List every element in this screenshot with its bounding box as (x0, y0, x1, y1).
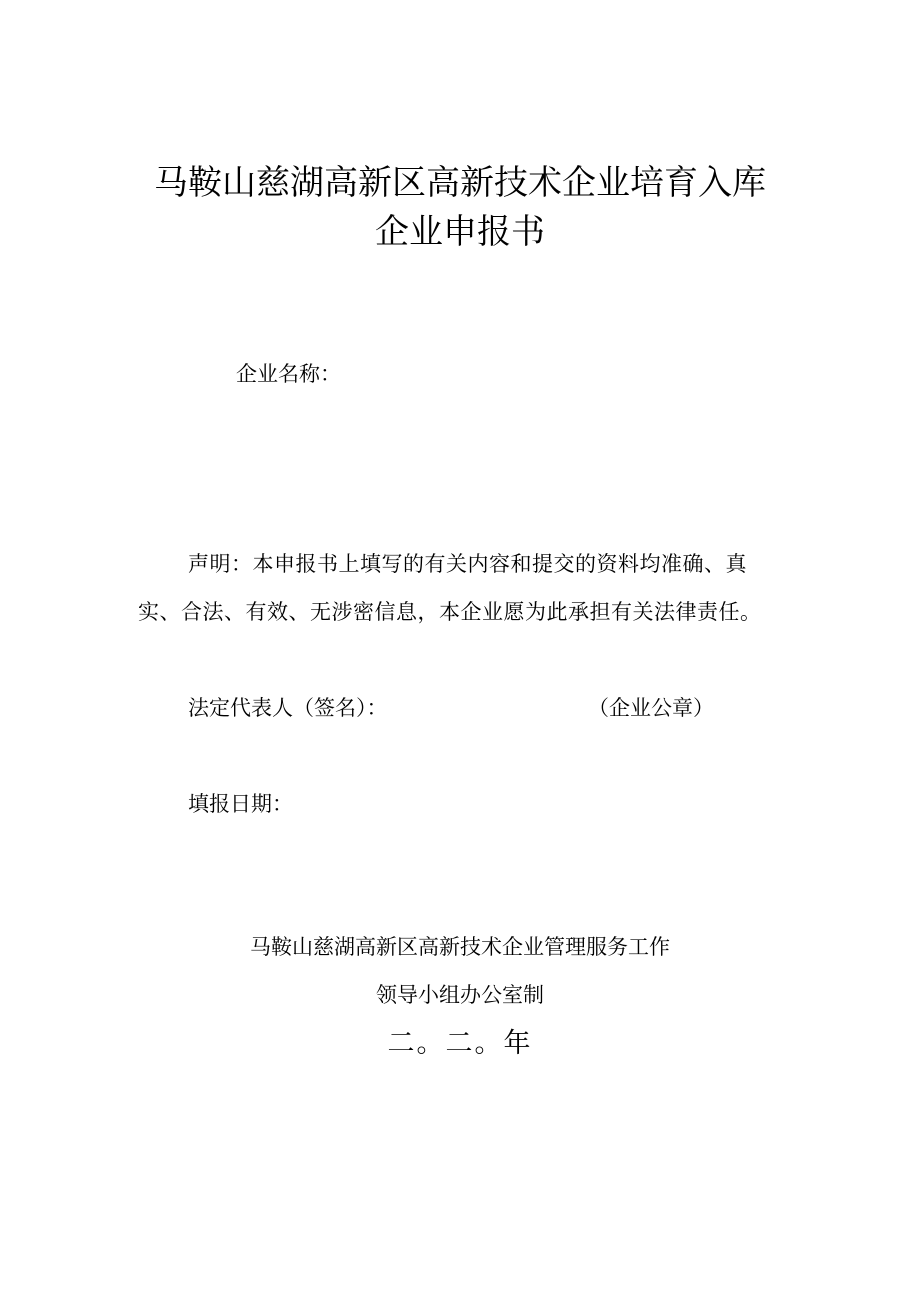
document-title-line-1: 马鞍山慈湖高新区高新技术企业培育入库 (154, 163, 766, 203)
legal-representative-signature-label: 法定代表人（签名）： (188, 696, 388, 720)
company-seal-label: （企业公章） (588, 696, 714, 720)
year-line: 二。二。年 (387, 1028, 533, 1059)
declaration-line-2: 实、合法、有效、无涉密信息，本企业愿为此承担有关法律责任。 (138, 600, 762, 624)
issuer-line-1: 马鞍山慈湖高新区高新技术企业管理服务工作 (250, 935, 670, 959)
document-title-line-2: 企业申报书 (375, 212, 545, 252)
submission-date-label: 填报日期： (188, 792, 293, 816)
issuer-line-2: 领导小组办公室制 (376, 983, 544, 1007)
company-name-label: 企业名称： (236, 362, 341, 386)
declaration-line-1: 声明：本申报书上填写的有关内容和提交的资料均准确、真 (188, 552, 747, 576)
